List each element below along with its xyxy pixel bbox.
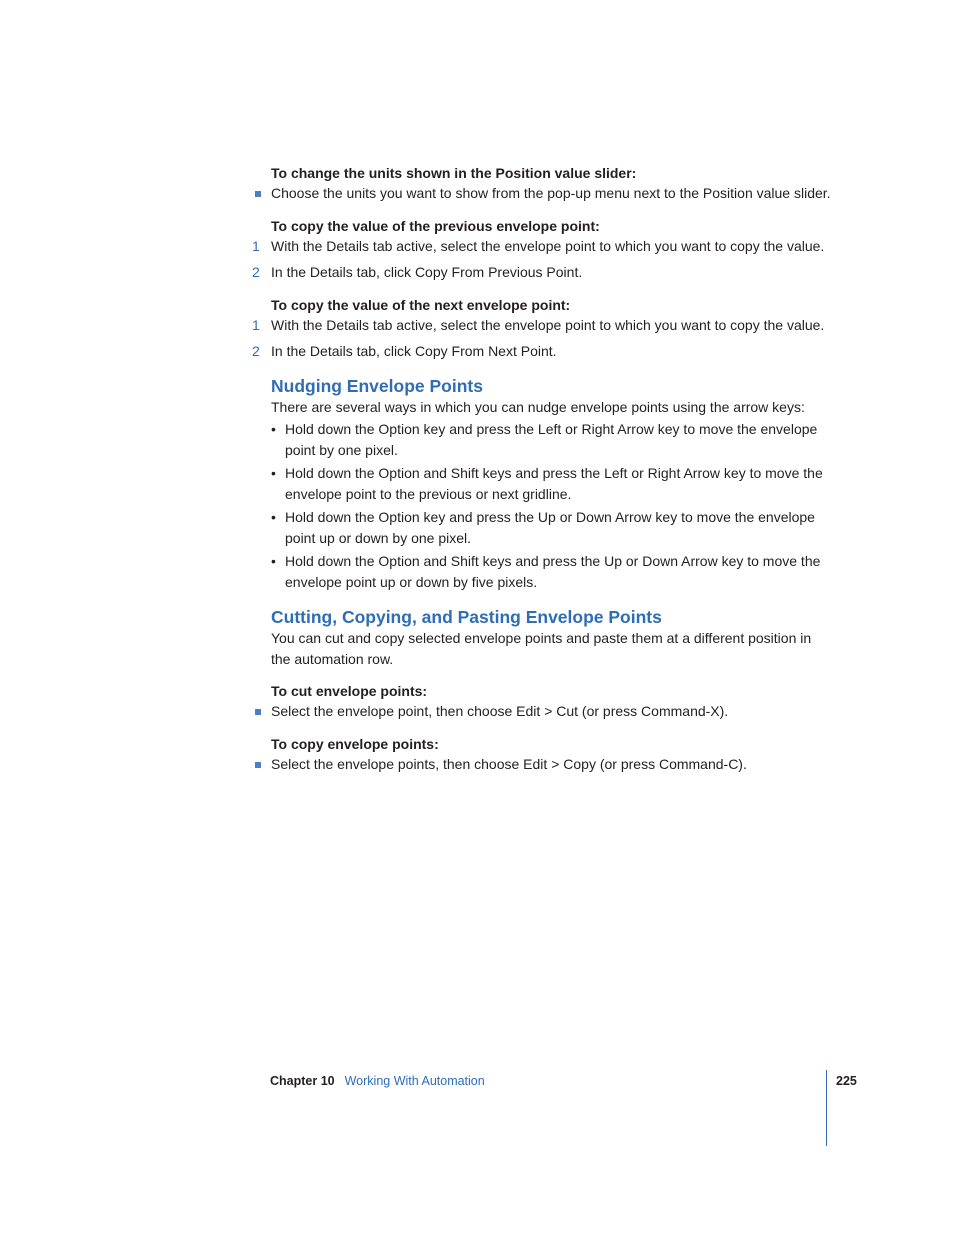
- page-content: [252, 163, 831, 774]
- step-number: 1: [252, 316, 260, 333]
- dot-bullet-item: [271, 463, 831, 505]
- square-bullet-item: [271, 754, 831, 775]
- bullet-text: Hold down the Option and Shift keys and press the Up or Down Arrow key to move the envelope point up or down by five pixels.: [285, 553, 821, 590]
- dot-bullet-item: [271, 551, 831, 593]
- step-text: In the Details tab, click Copy From Next Point.: [271, 343, 557, 359]
- step-number: 2: [252, 343, 260, 359]
- bullet-text: Hold down the Option key and press the Up or Down Arrow key to move the envelope point up or down by one pixel.: [285, 509, 815, 546]
- step-text: With the Details tab active, select the envelope point to which you want to copy the value.: [271, 237, 825, 254]
- square-bullet-icon: [255, 191, 261, 197]
- task-title: To cut envelope points:: [271, 683, 428, 699]
- bullet-dot-icon: •: [271, 465, 276, 481]
- task-title: To change the units shown in the Position value slider:: [271, 165, 637, 181]
- step-number: 1: [252, 237, 260, 254]
- numbered-step: [252, 236, 831, 257]
- page-footer: [270, 1072, 485, 1090]
- numbered-step: [252, 315, 831, 336]
- task-title: To copy the value of the next envelope point:: [271, 296, 571, 313]
- square-bullet-icon: [255, 762, 261, 768]
- footer-divider: [826, 1070, 827, 1146]
- dot-bullet-item: [271, 419, 831, 461]
- bullet-text: Choose the units you want to show from the pop-up menu next to the Position value slider.: [271, 185, 831, 201]
- bullet-dot-icon: •: [271, 509, 276, 525]
- step-text: With the Details tab active, select the envelope point to which you want to copy the value.: [271, 316, 825, 333]
- task-title: To copy envelope points:: [271, 735, 439, 752]
- step-number: 2: [252, 264, 260, 280]
- bullet-text: Hold down the Option and Shift keys and press the Left or Right Arrow key to move the envelope point to the previous or next gridline.: [285, 465, 823, 502]
- chapter-title: Working With Automation: [344, 1074, 485, 1088]
- square-bullet-icon: [255, 709, 261, 715]
- dot-bullet-item: [271, 507, 831, 549]
- section-heading-nudging: Nudging Envelope Points: [271, 375, 483, 396]
- square-bullet-item: [271, 701, 831, 722]
- task-title: To copy the value of the previous envelope point:: [271, 217, 600, 234]
- bullet-dot-icon: •: [271, 553, 276, 569]
- section-intro: There are several ways in which you can nudge envelope points using the arrow keys:: [271, 398, 805, 415]
- section-intro: You can cut and copy selected envelope points and paste them at a different position in the automation row.: [271, 630, 812, 667]
- bullet-text: Hold down the Option key and press the Left or Right Arrow key to move the envelope point by one pixel.: [285, 421, 818, 458]
- page-number: 225: [836, 1074, 857, 1088]
- step-text: In the Details tab, click Copy From Previous Point.: [271, 264, 583, 280]
- numbered-step: [252, 341, 831, 362]
- square-bullet-item: [271, 183, 831, 204]
- bullet-text: Select the envelope point, then choose Edit > Cut (or press Command-X).: [271, 703, 729, 719]
- bullet-dot-icon: •: [271, 421, 276, 437]
- numbered-step: [252, 262, 831, 283]
- bullet-text: Select the envelope points, then choose Edit > Copy (or press Command-C).: [271, 755, 747, 772]
- section-heading-cutting: Cutting, Copying, and Pasting Envelope Points: [271, 607, 662, 627]
- chapter-label: Chapter 10: [270, 1074, 335, 1088]
